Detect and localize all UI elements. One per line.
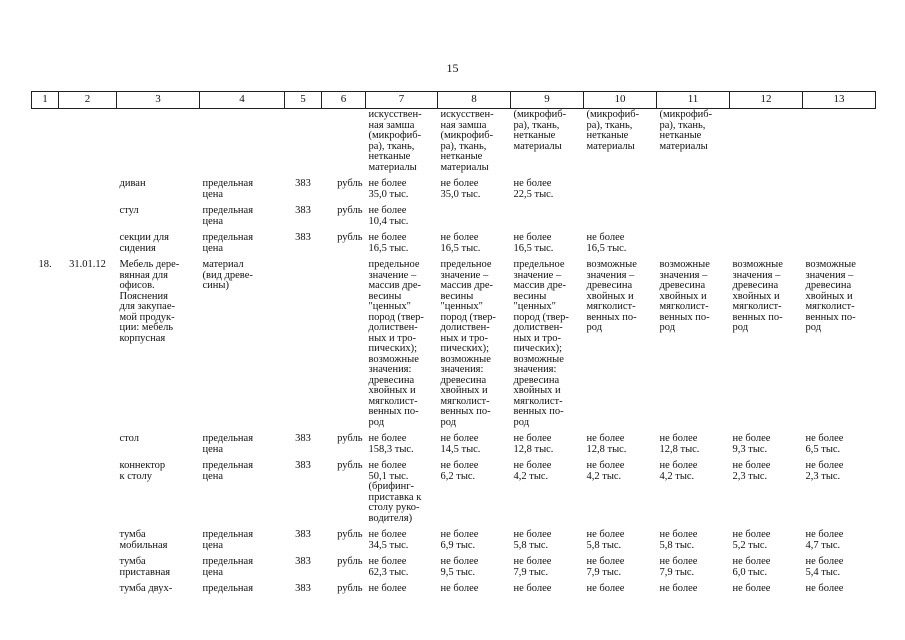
table-cell: предельное значение – массив дре- весины "ценных" пород (твер- долиствен- ных и тро- пических); возможные значения: древесина хвойных и мягколист- венных по- род	[368, 259, 424, 428]
table-row	[32, 529, 876, 551]
table-row	[32, 556, 876, 578]
table-cell	[32, 109, 59, 174]
table-row	[32, 232, 876, 254]
table-cell: не более	[732, 583, 771, 594]
table-cell: тумба приставная	[119, 556, 171, 578]
table-row	[32, 178, 876, 200]
table-cell: не более 9,3 тыс.	[732, 433, 771, 455]
table-cell: предельная цена	[202, 205, 254, 227]
table-cell: не более	[586, 583, 625, 594]
table-cell	[322, 109, 366, 174]
column-number-row	[32, 92, 876, 109]
table-cell: не более 6,9 тыс.	[440, 529, 479, 551]
table-row	[32, 433, 876, 455]
table-cell: не более 16,5 тыс.	[513, 232, 554, 254]
table-cell	[59, 232, 117, 254]
table-cell: не более 5,8 тыс.	[659, 529, 698, 551]
table-cell	[32, 178, 59, 200]
table-cell: предельная цена	[202, 232, 254, 254]
table-cell	[32, 529, 59, 551]
table-cell: рубль	[337, 556, 363, 567]
table-cell	[803, 232, 876, 254]
table-cell: возможные значения – древесина хвойных и мягколист- венных по- род	[659, 259, 710, 333]
table-cell	[117, 109, 200, 174]
table-cell	[803, 178, 876, 200]
table-cell: секции для сидения	[119, 232, 169, 254]
table-cell: возможные значения – древесина хвойных и мягколист- венных по- род	[586, 259, 637, 333]
table-cell: предельная цена	[202, 460, 254, 482]
table-cell: не более 2,3 тыс.	[732, 460, 771, 482]
column-number: 1	[32, 92, 59, 109]
table-cell	[32, 556, 59, 578]
table-cell: не более 9,5 тыс.	[440, 556, 479, 578]
table-cell: коннектор к столу	[119, 460, 166, 482]
table-cell: 383	[295, 178, 311, 189]
table-cell: не более 12,8 тыс.	[513, 433, 554, 455]
table-cell	[59, 583, 117, 595]
column-number: 9	[511, 92, 584, 109]
column-number: 11	[657, 92, 730, 109]
table-cell: не более 2,3 тыс.	[805, 460, 844, 482]
table-cell: не более 5,8 тыс.	[513, 529, 552, 551]
table-cell	[32, 205, 59, 227]
table-cell	[657, 205, 730, 227]
table-row	[32, 460, 876, 524]
table-cell	[803, 109, 876, 174]
table-cell: рубль	[337, 232, 363, 243]
table-cell: не более 62,3 тыс.	[368, 556, 409, 578]
regulation-table	[31, 91, 876, 595]
table-cell: не более 4,7 тыс.	[805, 529, 844, 551]
table-cell	[730, 109, 803, 174]
table-cell: не более 35,0 тыс.	[368, 178, 409, 200]
table-cell: материал (вид древе- сины)	[202, 259, 253, 291]
table-cell: возможные значения – древесина хвойных и мягколист- венных по- род	[732, 259, 783, 333]
table-cell	[200, 109, 285, 174]
table-cell	[285, 109, 322, 174]
table-cell	[59, 529, 117, 551]
table-cell: (микрофиб- ра), ткань, нетканые материалы	[513, 109, 567, 152]
table-cell: не более 35,0 тыс.	[440, 178, 481, 200]
table-cell: предельная цена	[202, 433, 254, 455]
table-cell: не более 16,5 тыс.	[368, 232, 409, 254]
table-row	[32, 583, 876, 595]
table-cell	[32, 433, 59, 455]
table-cell: не более 4,2 тыс.	[659, 460, 698, 482]
table-cell: возможные значения – древесина хвойных и мягколист- венных по- род	[805, 259, 856, 333]
table-cell: 383	[295, 205, 311, 216]
table-cell	[322, 259, 366, 428]
table-cell: 383	[295, 583, 311, 594]
column-number: 12	[730, 92, 803, 109]
table-cell: не более	[659, 583, 698, 594]
table-cell: тумба двух-	[119, 583, 173, 594]
table-cell: не более	[368, 583, 407, 594]
table-cell: (микрофиб- ра), ткань, нетканые материалы	[586, 109, 640, 152]
table-cell: искусствен- ная замша (микрофиб- ра), ткань, нетканые материалы	[440, 109, 494, 173]
table-cell: не более 4,2 тыс.	[513, 460, 552, 482]
table-cell	[730, 232, 803, 254]
table-cell	[657, 178, 730, 200]
table-cell: рубль	[337, 205, 363, 216]
table-cell: стул	[119, 205, 139, 216]
table-cell	[803, 205, 876, 227]
page-number: 15	[446, 61, 459, 75]
table-cell: не более 6,2 тыс.	[440, 460, 479, 482]
table-cell: не более 50,1 тыс. (брифинг- приставка к столу руко- водителя)	[368, 460, 422, 524]
table-cell	[285, 259, 322, 428]
table-cell: рубль	[337, 433, 363, 444]
table-cell: не более 16,5 тыс.	[586, 232, 627, 254]
table-cell: 383	[295, 232, 311, 243]
table-cell: рубль	[337, 529, 363, 540]
table-cell: предельная цена	[202, 178, 254, 200]
table-cell: не более 5,4 тыс.	[805, 556, 844, 578]
table-cell	[59, 556, 117, 578]
table-cell: Мебель дере- вянная для офисов. Пояснения для закупае- мой продук- ции: мебель корпусная	[119, 259, 180, 344]
table-cell: не более 4,2 тыс.	[586, 460, 625, 482]
table-cell: не более 10,4 тыс.	[368, 205, 409, 227]
table-cell: 31.01.12	[69, 259, 106, 270]
table-cell	[59, 205, 117, 227]
table-cell: не более	[805, 583, 844, 594]
table-cell	[32, 460, 59, 524]
table-cell: не более 7,9 тыс.	[659, 556, 698, 578]
table-cell	[584, 178, 657, 200]
column-number: 10	[584, 92, 657, 109]
table-cell: не более 6,5 тыс.	[805, 433, 844, 455]
table-cell: не более 22,5 тыс.	[513, 178, 554, 200]
table-cell: рубль	[337, 178, 363, 189]
table-cell: не более 12,8 тыс.	[659, 433, 700, 455]
table-cell: 383	[295, 433, 311, 444]
column-number: 8	[438, 92, 511, 109]
table-cell: 383	[295, 556, 311, 567]
table-cell: предельное значение – массив дре- весины "ценных" пород (твер- долиствен- ных и тро- пических); возможные значения: древесина хвойных и мягколист- венных по- род	[440, 259, 496, 428]
table-cell: не более 7,9 тыс.	[513, 556, 552, 578]
column-number: 7	[366, 92, 438, 109]
table-row	[32, 259, 876, 428]
table-cell: не более 34,5 тыс.	[368, 529, 409, 551]
table-cell: рубль	[337, 460, 363, 471]
table-cell: предельная цена	[202, 556, 254, 578]
table-cell: предельное значение – массив дре- весины "ценных" пород (твер- долиствен- ных и тро- пических); возможные значения: древесина хвойных и мягколист- венных по- род	[513, 259, 569, 428]
table-cell	[657, 232, 730, 254]
table-cell: 18.	[38, 259, 52, 270]
column-number: 13	[803, 92, 876, 109]
table-cell: искусствен- ная замша (микрофиб- ра), ткань, нетканые материалы	[368, 109, 422, 173]
table-cell: не более 5,2 тыс.	[732, 529, 771, 551]
table-cell: не более 14,5 тыс.	[440, 433, 481, 455]
column-number: 3	[117, 92, 200, 109]
table-row	[32, 205, 876, 227]
table-cell	[730, 178, 803, 200]
table-cell: предельная цена	[202, 529, 254, 551]
table-cell	[59, 460, 117, 524]
table-cell: не более	[440, 583, 479, 594]
table-cell	[59, 109, 117, 174]
table-cell: не более 12,8 тыс.	[586, 433, 627, 455]
table-cell	[584, 205, 657, 227]
column-number: 5	[285, 92, 322, 109]
table-cell	[32, 583, 59, 595]
column-number: 6	[322, 92, 366, 109]
table-cell: не более	[513, 583, 552, 594]
table-cell: предельная	[202, 583, 254, 594]
table-cell	[59, 433, 117, 455]
column-number: 2	[59, 92, 117, 109]
table-cell: тумба мобильная	[119, 529, 168, 551]
table-cell	[730, 205, 803, 227]
column-number: 4	[200, 92, 285, 109]
table-cell	[32, 232, 59, 254]
table-cell: не более 16,5 тыс.	[440, 232, 481, 254]
table-cell: не более 158,3 тыс.	[368, 433, 414, 455]
table-cell: рубль	[337, 583, 363, 594]
table-cell: не более 6,0 тыс.	[732, 556, 771, 578]
table-cell: (микрофиб- ра), ткань, нетканые материалы	[659, 109, 713, 152]
table-cell	[59, 178, 117, 200]
table-cell	[511, 205, 584, 227]
table-cell: диван	[119, 178, 146, 189]
table-cell: стол	[119, 433, 139, 444]
table-cell: не более 5,8 тыс.	[586, 529, 625, 551]
table-cell	[438, 205, 511, 227]
table-cell: не более 7,9 тыс.	[586, 556, 625, 578]
table-row	[32, 109, 876, 174]
table-cell: 383	[295, 529, 311, 540]
table-cell: 383	[295, 460, 311, 471]
